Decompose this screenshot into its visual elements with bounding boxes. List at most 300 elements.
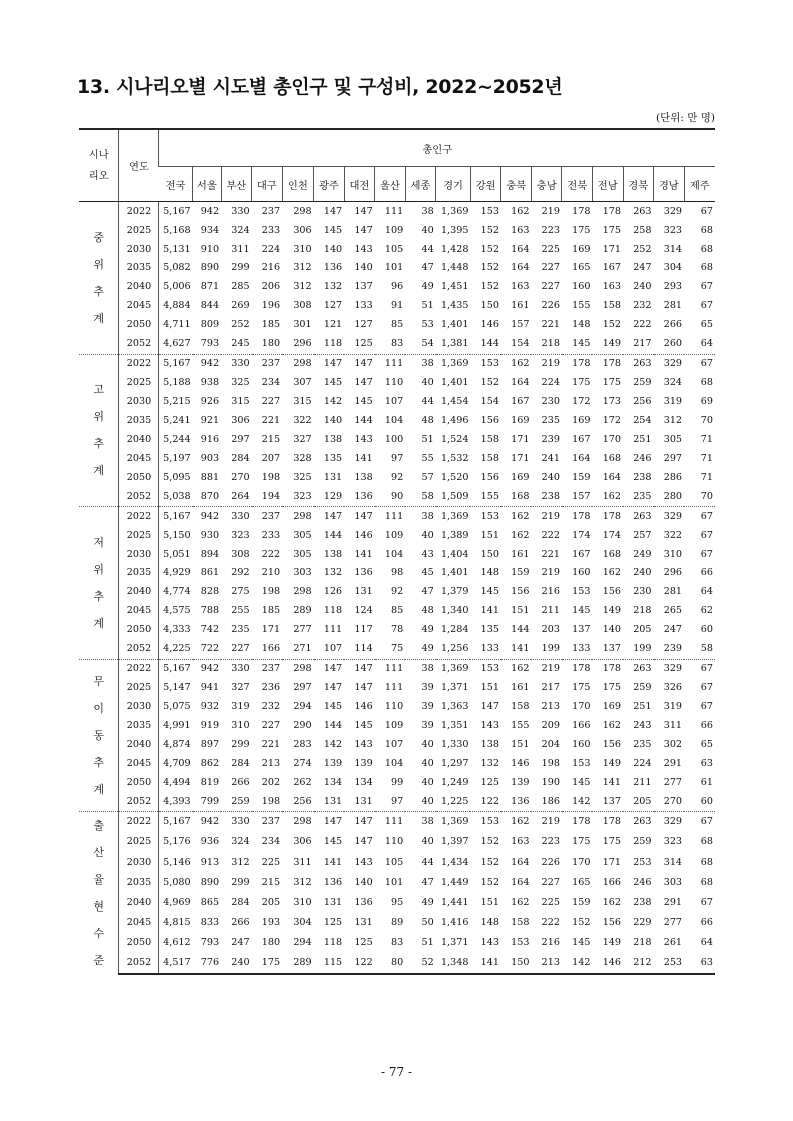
year-cell: 2030: [119, 697, 159, 716]
value-cell: 230: [633, 586, 652, 598]
value-cell: 251: [633, 701, 652, 713]
value-cell: 122: [344, 953, 375, 974]
value-cell: 38: [405, 354, 436, 373]
value-cell: 60: [700, 795, 713, 807]
value-cell: 63: [700, 757, 713, 769]
value-cell: 274: [293, 757, 312, 769]
value-cell: 211: [541, 605, 560, 617]
value-cell: 253: [654, 953, 685, 974]
value-cell: 304: [293, 916, 312, 928]
value-cell: 241: [541, 452, 560, 464]
value-cell: 141: [480, 605, 499, 617]
value-cell: 109: [384, 719, 404, 731]
value-cell: 162: [511, 529, 530, 541]
value-cell: 312: [293, 876, 312, 888]
year-cell: 2052: [119, 953, 159, 974]
value-cell: 65: [700, 738, 713, 750]
value-cell: 63: [684, 953, 715, 974]
value-cell: 198: [261, 586, 281, 598]
year-cell: 2025: [119, 678, 159, 697]
year-cell: 2050: [119, 468, 159, 487]
value-cell: 43: [421, 548, 434, 560]
value-cell: 259: [633, 836, 652, 848]
value-cell: 252: [633, 243, 652, 255]
value-cell: 286: [663, 471, 683, 483]
value-cell: 40: [421, 738, 434, 750]
value-cell: 302: [663, 738, 683, 750]
year-cell: 2052: [119, 487, 159, 506]
value-cell: 941: [200, 682, 220, 694]
value-cell: 890: [200, 262, 220, 274]
value-cell: 330: [221, 812, 252, 833]
value-cell: 1,351: [440, 719, 469, 731]
value-cell: 160: [572, 281, 591, 293]
value-cell: 216: [541, 586, 560, 598]
region-header: 전북: [562, 167, 593, 202]
value-cell: 221: [541, 319, 560, 331]
value-cell: 146: [480, 319, 499, 331]
value-cell: 932: [200, 701, 220, 713]
value-cell: 178: [562, 812, 593, 833]
value-cell: 4,929: [163, 567, 191, 579]
value-cell: 1,369: [440, 205, 469, 217]
value-cell: 329: [654, 354, 685, 373]
value-cell: 871: [200, 281, 220, 293]
value-cell: 71: [700, 452, 713, 464]
value-cell: 1,371: [440, 936, 469, 948]
value-cell: 83: [390, 936, 404, 948]
value-cell: 243: [633, 719, 652, 731]
value-cell: 170: [602, 433, 621, 445]
value-cell: 311: [293, 856, 312, 868]
value-cell: 233: [261, 529, 281, 541]
scenario-label: 무 이 동 추 계: [79, 659, 119, 812]
value-cell: 126: [323, 586, 343, 598]
value-cell: 40: [421, 836, 434, 848]
value-cell: 298: [293, 586, 312, 598]
value-cell: 788: [200, 605, 220, 617]
value-cell: 330: [231, 205, 250, 217]
value-cell: 78: [390, 624, 404, 636]
value-cell: 147: [314, 507, 345, 526]
value-cell: 68: [700, 856, 713, 868]
value-cell: 299: [231, 262, 250, 274]
value-cell: 742: [200, 624, 220, 636]
value-cell: 1,369: [436, 507, 471, 526]
value-cell: 910: [200, 243, 220, 255]
value-cell: 1,416: [440, 916, 469, 928]
value-cell: 5,241: [163, 414, 191, 426]
value-cell: 178: [592, 659, 623, 678]
year-cell: 2045: [119, 754, 159, 773]
value-cell: 299: [231, 738, 250, 750]
value-cell: 4,884: [163, 300, 191, 312]
value-cell: 263: [623, 812, 654, 833]
value-cell: 942: [200, 205, 220, 217]
value-cell: 162: [511, 205, 530, 217]
value-cell: 263: [623, 507, 654, 526]
region-header: 부산: [221, 167, 252, 202]
value-cell: 141: [354, 452, 373, 464]
value-cell: 145: [572, 605, 591, 617]
value-cell: 153: [470, 507, 501, 526]
value-cell: 149: [602, 936, 621, 948]
value-cell: 117: [354, 624, 373, 636]
value-cell: 246: [633, 876, 652, 888]
value-cell: 61: [700, 776, 713, 788]
value-cell: 266: [663, 319, 683, 331]
value-cell: 57: [421, 471, 434, 483]
value-cell: 38: [421, 205, 434, 217]
value-cell: 219: [531, 507, 562, 526]
value-cell: 137: [354, 281, 373, 293]
value-cell: 145: [480, 586, 499, 598]
value-cell: 270: [663, 795, 683, 807]
value-cell: 45: [421, 567, 434, 579]
value-cell: 111: [384, 682, 404, 694]
value-cell: 147: [354, 682, 373, 694]
value-cell: 226: [541, 300, 560, 312]
value-cell: 322: [293, 414, 312, 426]
value-cell: 263: [623, 354, 654, 373]
value-cell: 49: [421, 624, 434, 636]
value-cell: 259: [633, 682, 652, 694]
value-cell: 147: [314, 354, 345, 373]
value-cell: 1,369: [436, 659, 471, 678]
value-cell: 312: [293, 262, 312, 274]
table-row: [79, 621, 715, 640]
table-row: [79, 545, 715, 564]
value-cell: 919: [200, 719, 220, 731]
value-cell: 49: [421, 643, 434, 655]
value-cell: 254: [633, 414, 652, 426]
value-cell: 204: [541, 738, 560, 750]
value-cell: 284: [231, 452, 250, 464]
value-cell: 322: [663, 529, 683, 541]
table-row: [79, 487, 715, 506]
year-cell: 2035: [119, 411, 159, 430]
value-cell: 169: [511, 414, 530, 426]
value-cell: 1,449: [440, 876, 469, 888]
value-cell: 152: [480, 836, 499, 848]
value-cell: 5,075: [163, 701, 191, 713]
value-cell: 263: [633, 205, 652, 217]
value-cell: 139: [354, 757, 373, 769]
value-cell: 118: [323, 338, 343, 350]
value-cell: 271: [293, 643, 312, 655]
value-cell: 152: [480, 876, 499, 888]
value-cell: 206: [261, 281, 281, 293]
value-cell: 40: [421, 224, 434, 236]
value-cell: 722: [200, 643, 220, 655]
value-cell: 152: [602, 319, 621, 331]
value-cell: 227: [541, 281, 560, 293]
value-cell: 169: [511, 471, 530, 483]
value-cell: 4,333: [163, 624, 191, 636]
value-cell: 111: [375, 507, 406, 526]
value-cell: 44: [421, 243, 434, 255]
value-cell: 162: [511, 896, 530, 908]
value-cell: 305: [663, 433, 683, 445]
value-cell: 66: [700, 719, 713, 731]
value-cell: 147: [354, 836, 373, 848]
value-cell: 303: [293, 567, 312, 579]
value-cell: 203: [541, 624, 560, 636]
value-cell: 171: [602, 856, 621, 868]
value-cell: 175: [602, 224, 621, 236]
value-cell: 235: [231, 624, 250, 636]
table-row: [79, 832, 715, 852]
value-cell: 178: [592, 507, 623, 526]
year-cell: 2050: [119, 773, 159, 792]
year-cell: 2045: [119, 449, 159, 468]
value-cell: 163: [511, 224, 530, 236]
table-row: [79, 602, 715, 621]
table-row: [79, 507, 715, 526]
value-cell: 942: [193, 507, 221, 526]
value-cell: 67: [684, 354, 715, 373]
value-cell: 178: [602, 205, 621, 217]
value-cell: 49: [421, 896, 434, 908]
table-row: [79, 716, 715, 735]
value-cell: 216: [261, 262, 281, 274]
value-cell: 913: [200, 856, 220, 868]
value-cell: 125: [480, 776, 499, 788]
value-cell: 4,225: [163, 643, 191, 655]
value-cell: 229: [633, 916, 652, 928]
value-cell: 105: [384, 856, 404, 868]
value-cell: 934: [200, 224, 220, 236]
value-cell: 140: [323, 243, 343, 255]
value-cell: 1,524: [440, 433, 469, 445]
value-cell: 110: [384, 701, 404, 713]
value-cell: 237: [252, 507, 283, 526]
value-cell: 75: [390, 643, 404, 655]
year-cell: 2022: [119, 507, 159, 526]
value-cell: 311: [663, 719, 683, 731]
value-cell: 150: [480, 548, 499, 560]
value-cell: 131: [323, 471, 343, 483]
value-cell: 67: [700, 896, 713, 908]
value-cell: 247: [231, 936, 250, 948]
value-cell: 100: [384, 433, 404, 445]
value-cell: 122: [480, 795, 499, 807]
value-cell: 136: [354, 896, 373, 908]
scenario-label: 고 위 추 계: [79, 354, 119, 507]
table-row: [79, 373, 715, 392]
scenario-label: 저 위 추 계: [79, 507, 119, 660]
value-cell: 314: [663, 856, 683, 868]
year-cell: 2025: [119, 373, 159, 392]
value-cell: 164: [511, 243, 530, 255]
value-cell: 4,709: [163, 757, 191, 769]
year-cell: 2035: [119, 872, 159, 892]
value-cell: 881: [200, 471, 220, 483]
value-cell: 91: [390, 300, 404, 312]
value-cell: 147: [354, 205, 373, 217]
value-cell: 151: [480, 896, 499, 908]
value-cell: 101: [384, 262, 404, 274]
table-row: [79, 221, 715, 240]
value-cell: 1,496: [440, 414, 469, 426]
year-cell: 2035: [119, 564, 159, 583]
value-cell: 1,532: [440, 452, 469, 464]
value-cell: 143: [354, 738, 373, 750]
year-cell: 2025: [119, 832, 159, 852]
value-cell: 870: [200, 490, 220, 502]
value-cell: 137: [602, 795, 621, 807]
value-cell: 297: [663, 452, 683, 464]
value-cell: 215: [261, 433, 281, 445]
value-cell: 222: [541, 529, 560, 541]
value-cell: 152: [480, 856, 499, 868]
value-cell: 162: [602, 719, 621, 731]
value-cell: 145: [572, 936, 591, 948]
table-row: [79, 202, 715, 221]
region-header: 서울: [193, 167, 221, 202]
value-cell: 213: [541, 701, 560, 713]
value-cell: 163: [602, 281, 621, 293]
value-cell: 1,520: [440, 471, 469, 483]
value-cell: 107: [384, 396, 404, 408]
value-cell: 277: [293, 624, 312, 636]
value-cell: 169: [572, 243, 591, 255]
value-cell: 131: [323, 795, 343, 807]
table-row: [79, 583, 715, 602]
value-cell: 247: [633, 262, 652, 274]
value-cell: 144: [480, 338, 499, 350]
value-cell: 4,774: [163, 586, 191, 598]
value-cell: 294: [293, 701, 312, 713]
value-cell: 144: [511, 624, 530, 636]
value-cell: 174: [572, 529, 591, 541]
value-cell: 227: [541, 876, 560, 888]
value-cell: 151: [511, 605, 530, 617]
value-cell: 70: [700, 490, 713, 502]
value-cell: 156: [602, 916, 621, 928]
value-cell: 289: [282, 953, 314, 974]
value-cell: 238: [633, 471, 652, 483]
value-cell: 283: [293, 738, 312, 750]
value-cell: 158: [511, 916, 530, 928]
value-cell: 69: [700, 396, 713, 408]
value-cell: 942: [193, 659, 221, 678]
value-cell: 299: [231, 876, 250, 888]
value-cell: 80: [375, 953, 406, 974]
year-cell: 2030: [119, 392, 159, 411]
value-cell: 54: [421, 338, 434, 350]
value-cell: 153: [572, 586, 591, 598]
value-cell: 83: [390, 338, 404, 350]
value-cell: 154: [480, 396, 499, 408]
value-cell: 903: [200, 452, 220, 464]
value-cell: 308: [293, 300, 312, 312]
value-cell: 127: [323, 300, 343, 312]
value-cell: 1,363: [440, 701, 469, 713]
table-row: [79, 812, 715, 833]
value-cell: 198: [541, 757, 560, 769]
value-cell: 185: [261, 319, 281, 331]
value-cell: 85: [390, 605, 404, 617]
value-cell: 147: [480, 701, 499, 713]
value-cell: 307: [293, 377, 312, 389]
value-cell: 175: [602, 377, 621, 389]
value-cell: 5,146: [163, 856, 191, 868]
value-cell: 281: [663, 300, 683, 312]
value-cell: 1,451: [440, 281, 469, 293]
value-cell: 5,131: [163, 243, 191, 255]
value-cell: 4,815: [163, 916, 191, 928]
value-cell: 230: [541, 396, 560, 408]
value-cell: 207: [261, 452, 281, 464]
value-cell: 178: [562, 354, 593, 373]
year-cell: 2025: [119, 526, 159, 545]
value-cell: 894: [200, 548, 220, 560]
value-cell: 861: [200, 567, 220, 579]
value-cell: 1,249: [440, 776, 469, 788]
year-cell: 2045: [119, 297, 159, 316]
table-row: [79, 640, 715, 659]
value-cell: 141: [354, 548, 373, 560]
value-cell: 125: [354, 936, 373, 948]
value-cell: 5,167: [159, 659, 193, 678]
value-cell: 319: [231, 701, 250, 713]
value-cell: 212: [623, 953, 654, 974]
value-cell: 4,494: [163, 776, 191, 788]
value-cell: 38: [405, 659, 436, 678]
value-cell: 5,038: [163, 490, 191, 502]
table-row: [79, 754, 715, 773]
value-cell: 165: [572, 262, 591, 274]
value-cell: 793: [200, 338, 220, 350]
region-header: 전국: [159, 167, 193, 202]
value-cell: 306: [293, 224, 312, 236]
value-cell: 238: [541, 490, 560, 502]
value-cell: 110: [384, 377, 404, 389]
value-cell: 178: [562, 659, 593, 678]
table-row: [79, 735, 715, 754]
value-cell: 1,256: [440, 643, 469, 655]
value-cell: 131: [354, 795, 373, 807]
value-cell: 55: [421, 452, 434, 464]
value-cell: 289: [293, 605, 312, 617]
value-cell: 51: [421, 936, 434, 948]
value-cell: 40: [421, 776, 434, 788]
value-cell: 285: [231, 281, 250, 293]
value-cell: 221: [261, 738, 281, 750]
value-cell: 143: [480, 936, 499, 948]
year-cell: 2045: [119, 602, 159, 621]
value-cell: 67: [700, 300, 713, 312]
year-cell: 2025: [119, 221, 159, 240]
value-cell: 290: [293, 719, 312, 731]
value-cell: 222: [261, 548, 281, 560]
value-cell: 1,397: [440, 836, 469, 848]
value-cell: 305: [293, 548, 312, 560]
value-cell: 166: [572, 719, 591, 731]
value-cell: 261: [663, 936, 683, 948]
value-cell: 38: [405, 507, 436, 526]
value-cell: 153: [470, 659, 501, 678]
value-cell: 115: [314, 953, 345, 974]
value-cell: 224: [261, 243, 281, 255]
value-cell: 156: [602, 738, 621, 750]
value-cell: 198: [261, 471, 281, 483]
value-cell: 1,369: [436, 812, 471, 833]
value-cell: 319: [663, 701, 683, 713]
value-cell: 296: [663, 567, 683, 579]
value-cell: 124: [354, 605, 373, 617]
